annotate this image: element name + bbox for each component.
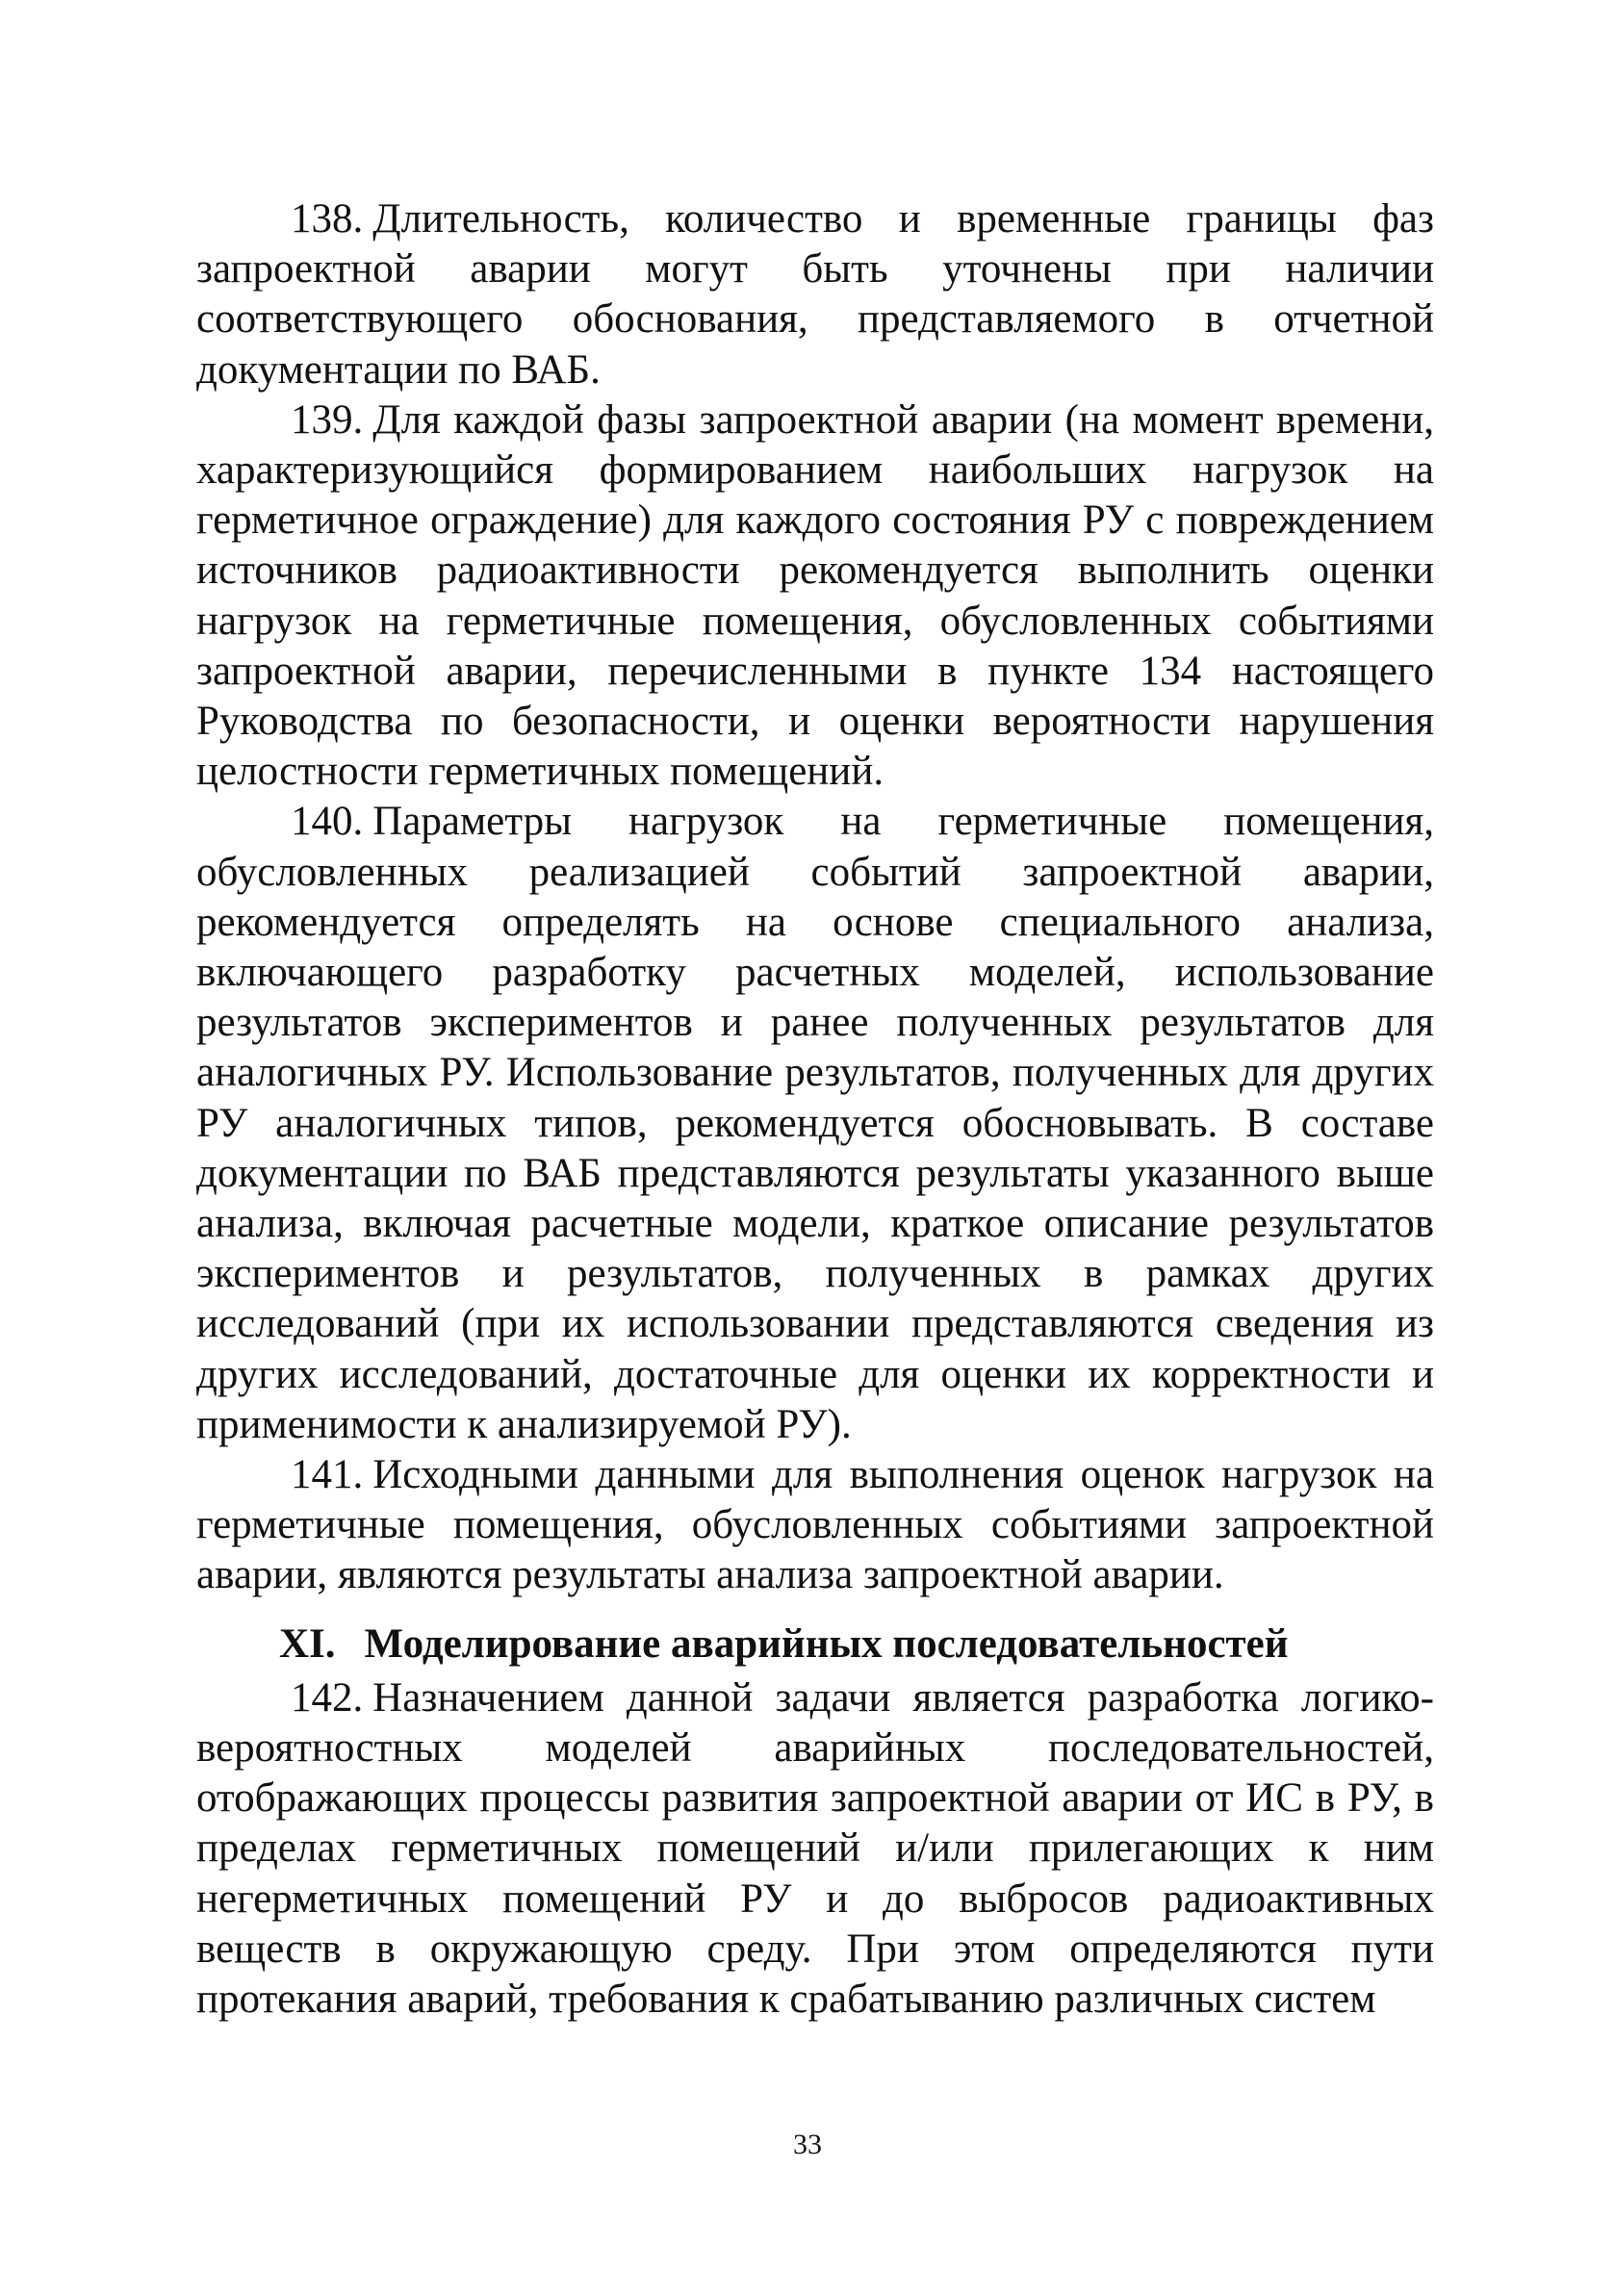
- paragraph-number: 139.: [291, 396, 364, 443]
- paragraph-text: Для каждой фазы запроектной аварии (на момент времени, характеризующийся формированием наибольших нагрузок на герметичное ограждение) для каждого состояния РУ с повреждением источников радиоактивности рекомендуется выполнить оценки нагрузок на герметичные помещения, обусловленных событиями запроектной аварии, перечисленными в пункте 134 настоящего Руководства по безопасности, и оценки вероятности нарушения целостности герметичных помещений.: [196, 396, 1434, 795]
- paragraph-number: 138.: [291, 196, 364, 242]
- paragraph-number: 142.: [291, 1674, 364, 1721]
- paragraph-text: Длительность, количество и временные границы фаз запроектной аварии могут быть уточнены при наличии соответствующего обоснования, представляемого в отчетной документации по ВАБ.: [196, 196, 1434, 393]
- paragraph-140: [196, 797, 1434, 1450]
- document-body: [196, 194, 1434, 2025]
- paragraph-number: 140.: [291, 799, 364, 845]
- section-heading: [196, 1616, 1434, 1673]
- page-number: 33: [793, 2129, 822, 2160]
- paragraph-text: Параметры нагрузок на герметичные помещения, обусловленных реализацией событий запроектной аварии, рекомендуется определять на основе специального анализа, включающего разработку расчетных моделей, использование результатов экспериментов и ранее полученных результатов для аналогичных РУ. Использование результатов, полученных для других РУ аналогичных типов, рекомендуется обосновывать. В составе документации по ВАБ представляются результаты указанного выше анализа, включая расчетные модели, краткое описание результатов экспериментов и результатов, полученных в рамках других исследований (при их использовании представляются сведения из других исследований, достаточные для оценки их корректности и применимости к анализируемой РУ).: [196, 799, 1434, 1447]
- paragraph-138: [196, 194, 1434, 395]
- paragraph-text: Назначением данной задачи является разработка логико-вероятностных моделей аварийных последовательностей, отображающих процессы развития запроектной аварии от ИС в РУ, в пределах герметичных помещений и/или прилегающих к ним негерметичных помещений РУ и до выбросов радиоактивных веществ в окружающую среду. При этом определяются пути протекания аварий, требования к срабатыванию различных систем: [196, 1674, 1434, 2022]
- paragraph-141: [196, 1450, 1434, 1601]
- paragraph-139: [196, 395, 1434, 798]
- paragraph-number: 141.: [291, 1452, 364, 1498]
- paragraph-142: [196, 1673, 1434, 2025]
- section-number: XI.: [279, 1620, 336, 1667]
- paragraph-text: Исходными данными для выполнения оценок нагрузок на герметичные помещения, обусловленных событиями запроектной аварии, являются результаты анализа запроектной аварии.: [196, 1452, 1434, 1598]
- section-title: Моделирование аварийных последовательностей: [364, 1620, 1289, 1667]
